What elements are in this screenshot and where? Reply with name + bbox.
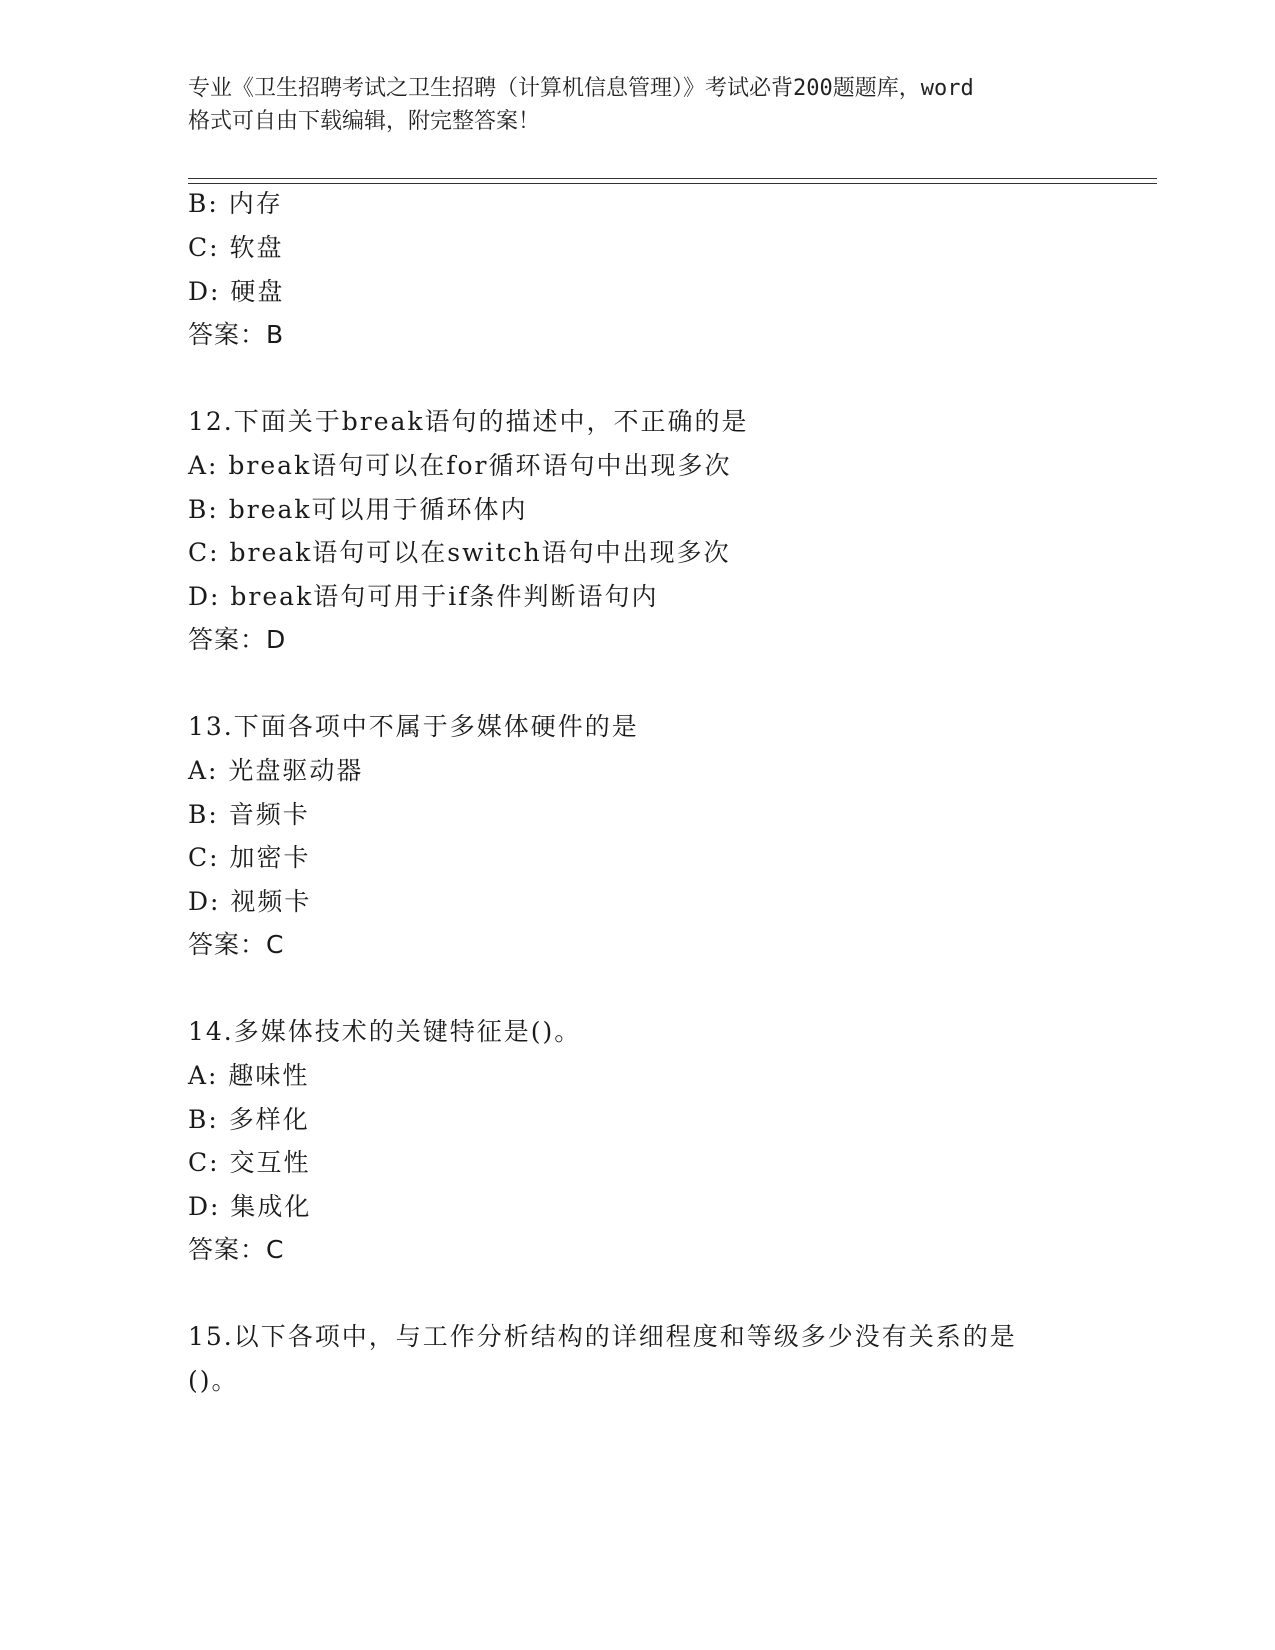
q12-stem: 12.下面关于break语句的描述中，不正确的是 bbox=[188, 407, 749, 436]
q13-option-d: D: 视频卡 bbox=[188, 887, 312, 916]
document-header bbox=[188, 72, 1088, 138]
q12-answer: 答案：D bbox=[188, 625, 287, 654]
q11-option-d: D: 硬盘 bbox=[188, 277, 285, 306]
q14-stem: 14.多媒体技术的关键特征是()。 bbox=[188, 1017, 582, 1046]
q13-option-b: B: 音频卡 bbox=[188, 800, 310, 829]
q15-stem-line-1: 15.以下各项中，与工作分析结构的详细程度和等级多少没有关系的是 bbox=[188, 1322, 1017, 1351]
q13-option-a: A: 光盘驱动器 bbox=[188, 756, 364, 785]
q13-option-c: C: 加密卡 bbox=[188, 843, 311, 872]
q14-option-a: A: 趣味性 bbox=[188, 1061, 310, 1090]
q12-option-b: B: break可以用于循环体内 bbox=[188, 495, 528, 524]
q14-answer: 答案：C bbox=[188, 1235, 285, 1264]
q12-option-a: A: break语句可以在for循环语句中出现多次 bbox=[188, 451, 732, 480]
q12-option-c: C: break语句可以在switch语句中出现多次 bbox=[188, 538, 731, 567]
q15-stem-line-2: ()。 bbox=[188, 1366, 239, 1395]
q14-option-d: D: 集成化 bbox=[188, 1192, 312, 1221]
q14-option-b: B: 多样化 bbox=[188, 1105, 310, 1134]
q12-option-d: D: break语句可用于if条件判断语句内 bbox=[188, 582, 659, 611]
header-divider-bottom bbox=[188, 183, 1157, 184]
header-title-line-2: 格式可自由下载编辑，附完整答案！ bbox=[188, 109, 541, 134]
header-title-line-1: 专业《卫生招聘考试之卫生招聘（计算机信息管理）》考试必背200题题库，word bbox=[188, 76, 974, 101]
q11-option-b: B: 内存 bbox=[188, 189, 283, 218]
q11-answer: 答案：B bbox=[188, 320, 285, 349]
q13-stem: 13.下面各项中不属于多媒体硬件的是 bbox=[188, 712, 639, 741]
q11-option-c: C: 软盘 bbox=[188, 233, 284, 262]
q14-option-c: C: 交互性 bbox=[188, 1148, 311, 1177]
header-divider-top bbox=[188, 178, 1157, 179]
q13-answer: 答案：C bbox=[188, 930, 285, 959]
